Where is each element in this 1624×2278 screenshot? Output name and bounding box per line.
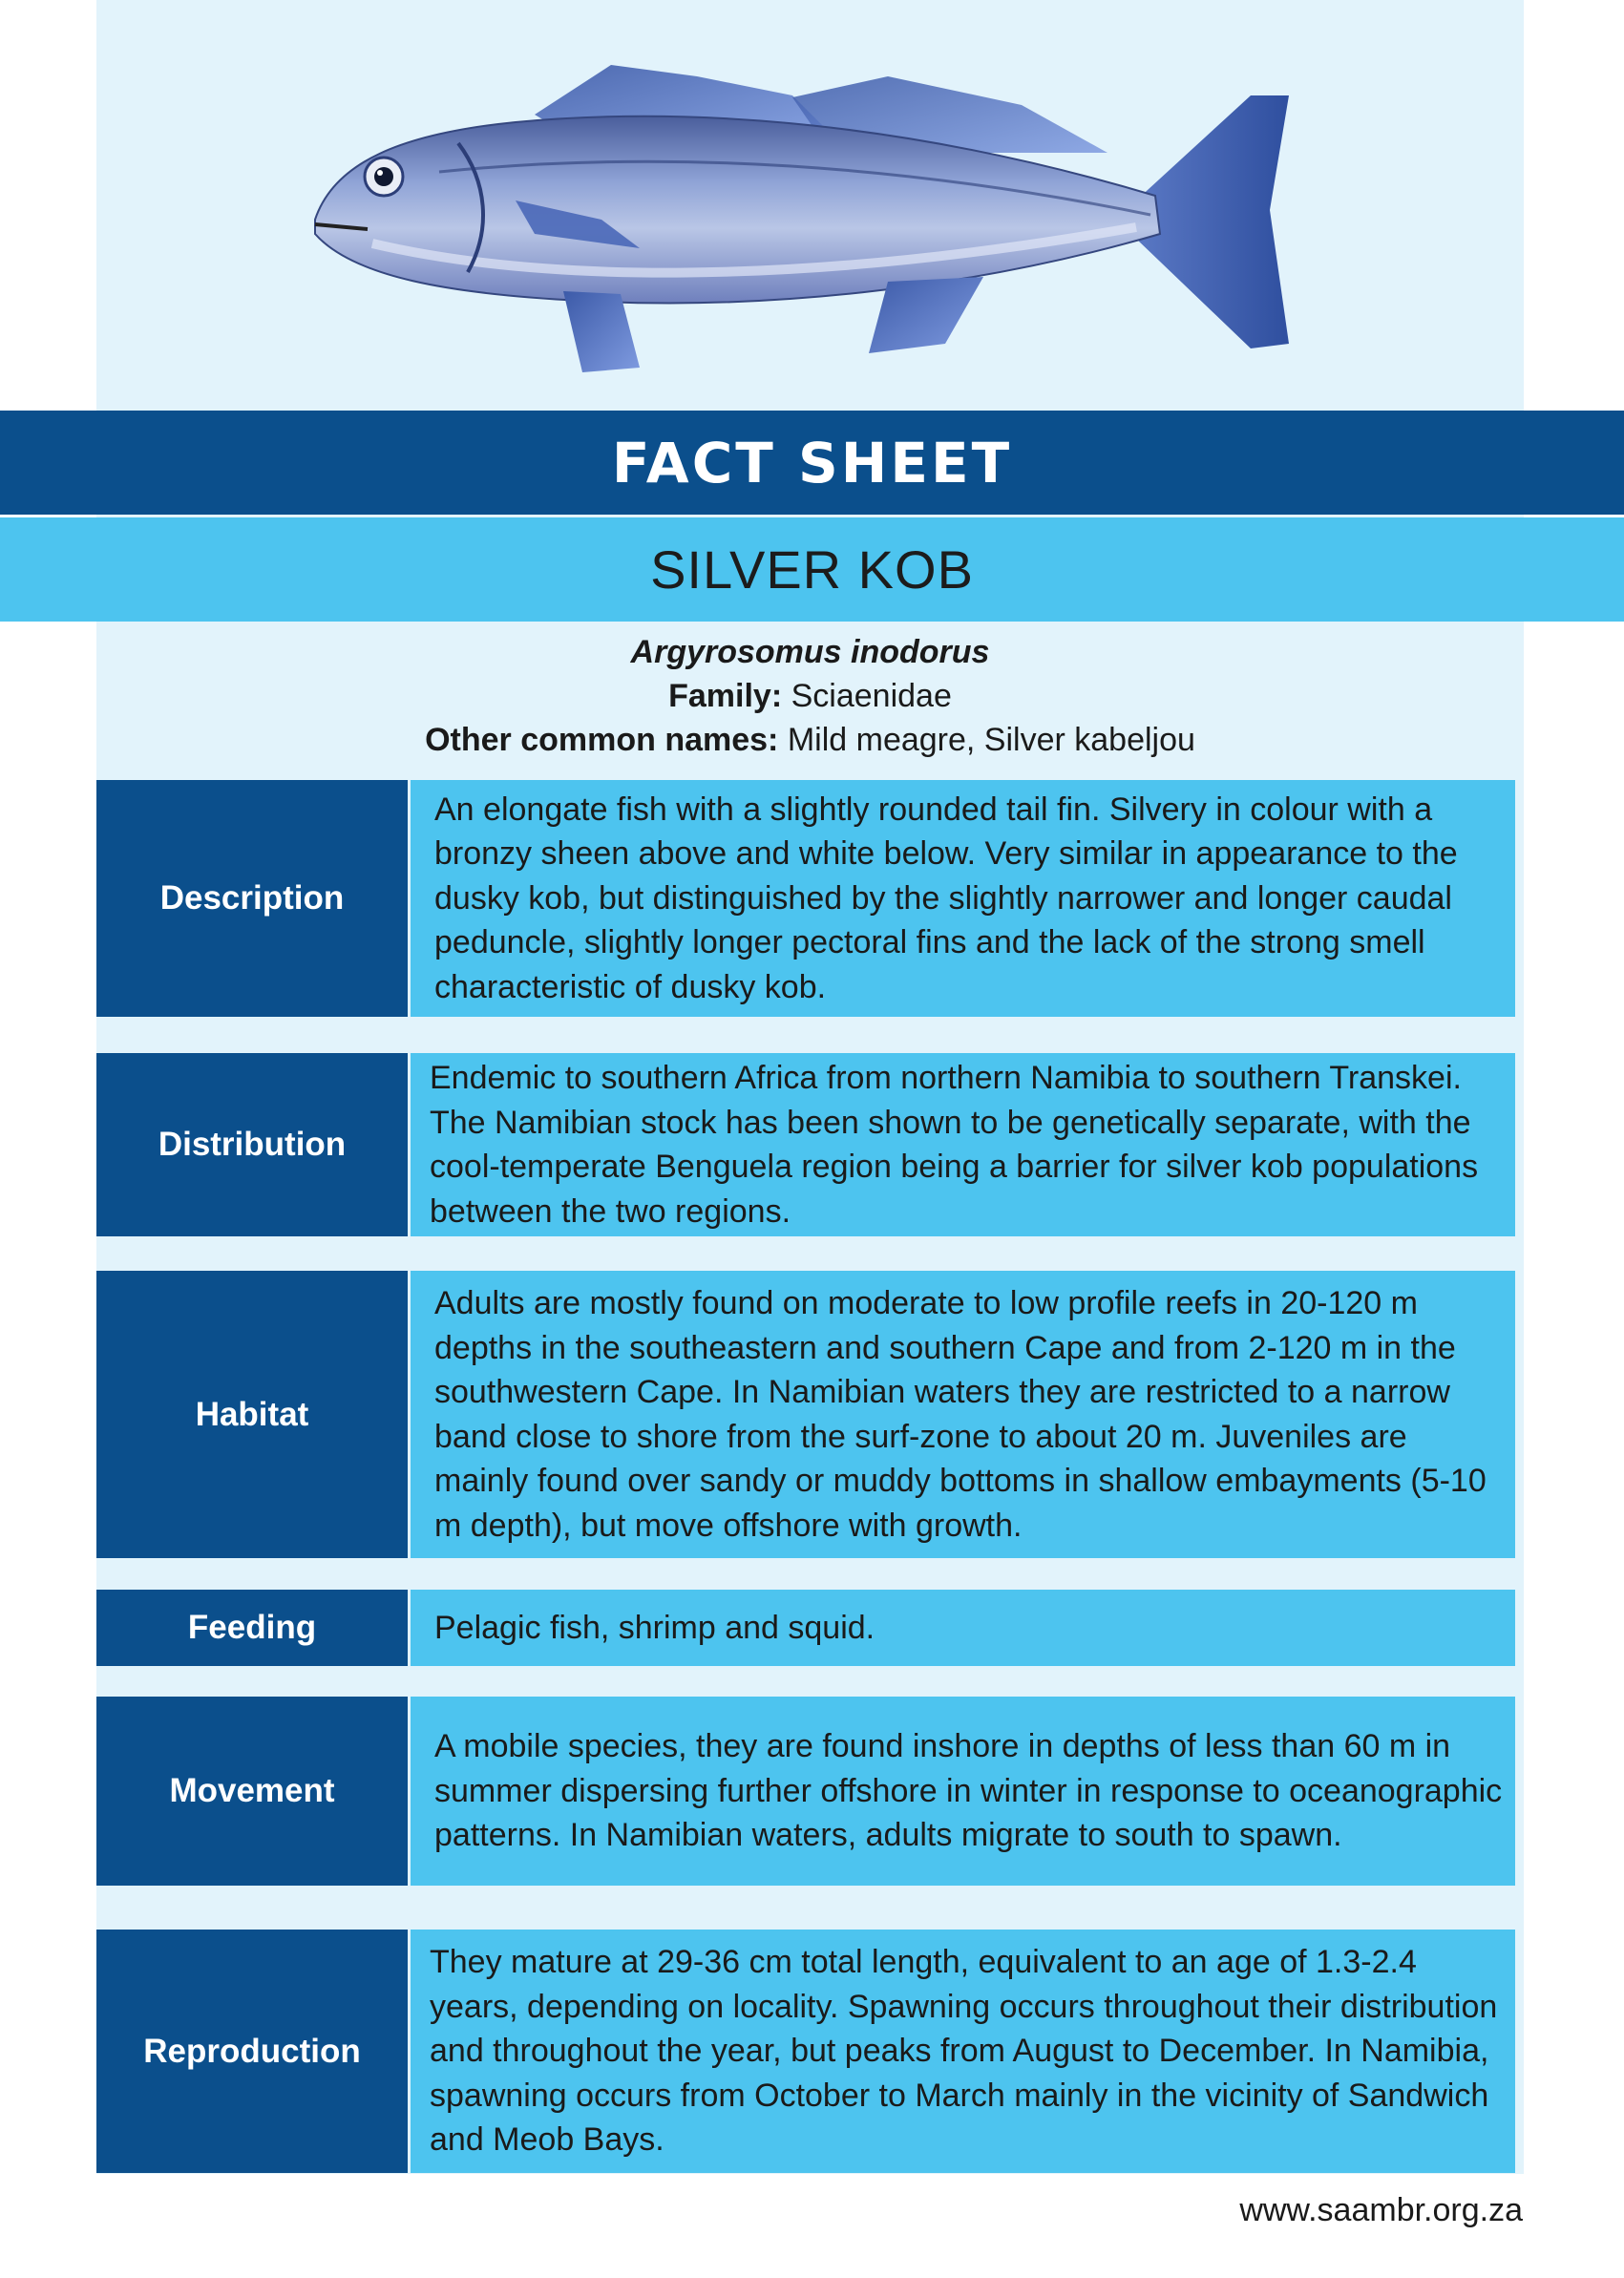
section-label: Movement — [96, 1697, 408, 1886]
section-label: Reproduction — [96, 1930, 408, 2173]
other-names-value: Mild meagre, Silver kabeljou — [787, 722, 1195, 758]
section-label: Habitat — [96, 1271, 408, 1558]
section-description — [96, 780, 1524, 1017]
species-info — [96, 630, 1524, 762]
section-text: Adults are mostly found on moderate to low profile reefs in 20-120 m depths in the southeastern and southern Cape and from 2-120 m in the southwestern Cape. In Namibian waters they are restricted to a narrow band close to shore from the surf-zone to about 20 m. Juveniles are mainly found over sandy or muddy bottoms in shallow embayments (5-10 m depth), but move offshore with growth. — [411, 1271, 1515, 1558]
section-label: Distribution — [96, 1053, 408, 1236]
section-text: An elongate fish with a slightly rounded tail fin. Silvery in colour with a bronzy sheen above and white below. Very similar in appearance to the dusky kob, but distinguished by the slightly narrower and longer caudal peduncle, slightly longer pectoral fins and the lack of the strong smell characteristic of dusky kob. — [411, 780, 1515, 1017]
section-distribution — [96, 1053, 1524, 1236]
family-value: Sciaenidae — [791, 678, 952, 714]
species-common-name: SILVER KOB — [650, 539, 974, 600]
section-movement — [96, 1697, 1524, 1886]
section-habitat — [96, 1271, 1524, 1558]
other-names-line — [96, 718, 1524, 762]
family-label: Family: — [668, 678, 783, 714]
section-text: Pelagic fish, shrimp and squid. — [411, 1590, 1515, 1666]
section-text: Endemic to southern Africa from northern Namibia to southern Transkei. The Namibian stock has been shown to be genetically separate, with the cool-temperate Benguela region being a barrier for silver kob populations between the two regions. — [411, 1053, 1515, 1236]
family-line — [96, 674, 1524, 718]
section-feeding — [96, 1590, 1524, 1666]
fact-sheet-title: FACT SHEET — [611, 430, 1013, 496]
fact-sheet-banner — [0, 411, 1624, 515]
scientific-name: Argyrosomus inodorus — [630, 634, 990, 670]
section-text: A mobile species, they are found inshore in depths of less than 60 m in summer dispersing further offshore in winter in response to oceanographic patterns. In Namibian waters, adults migrate to south to spawn. — [411, 1697, 1515, 1886]
section-label: Feeding — [96, 1590, 408, 1666]
fish-illustration — [296, 38, 1308, 401]
other-names-label: Other common names: — [425, 722, 779, 758]
section-label: Description — [96, 780, 408, 1017]
section-text: They mature at 29-36 cm total length, equivalent to an age of 1.3-2.4 years, depending on locality. Spawning occurs throughout their distribution and throughout the year, but peaks from August to December. In Namibia, spawning occurs from October to March mainly in the vicinity of Sandwich and Meob Bays. — [411, 1930, 1515, 2173]
section-reproduction — [96, 1930, 1524, 2173]
website-link[interactable]: www.saambr.org.za — [1239, 2192, 1523, 2228]
species-name-banner — [0, 517, 1624, 622]
